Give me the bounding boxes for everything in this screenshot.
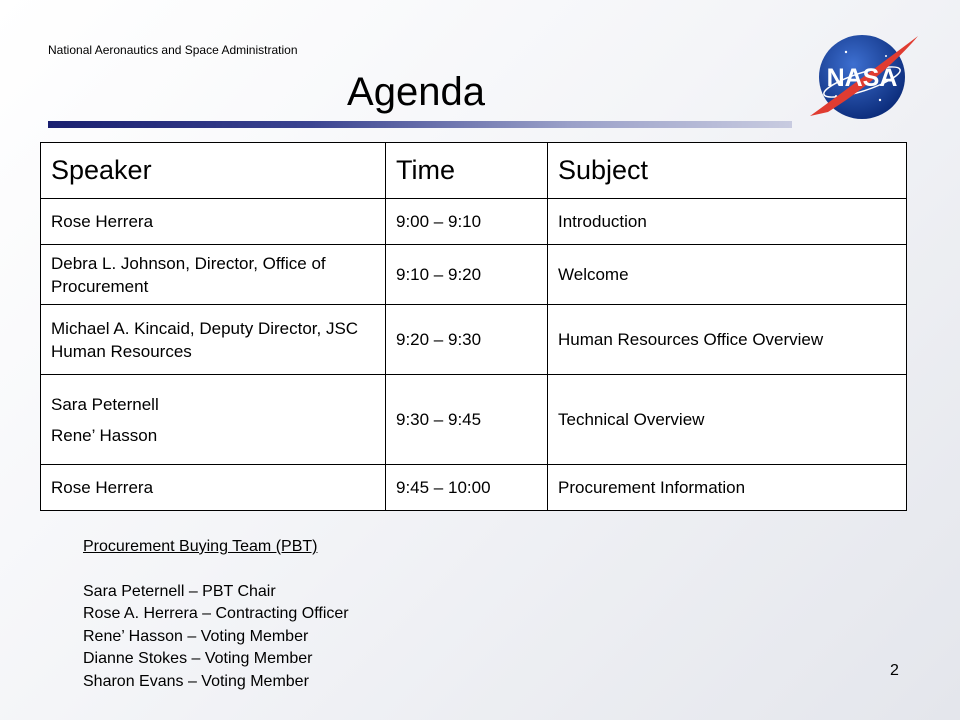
table-row [41,245,907,305]
subject-cell: Procurement Information [548,465,907,511]
page-title: Agenda [347,70,485,114]
table-row [41,199,907,245]
team-member: Rose A. Herrera – Contracting Officer [83,605,349,622]
speaker-cell: Debra L. Johnson, Director, Office of Procurement [41,245,386,305]
speaker-cell [41,375,386,465]
speaker-cell: Michael A. Kincaid, Deputy Director, JSC Human Resources [41,305,386,375]
table-header-row [41,143,907,199]
organization-name: National Aeronautics and Space Administration [48,43,298,57]
subject-cell: Human Resources Office Overview [548,305,907,375]
team-member: Dianne Stokes – Voting Member [83,650,313,667]
subject-cell: Technical Overview [548,375,907,465]
time-cell: 9:20 – 9:30 [386,305,548,375]
page-number: 2 [890,662,899,679]
nasa-logo-icon [806,30,922,126]
subject-cell: Welcome [548,245,907,305]
table-row [41,465,907,511]
speaker-name: Sara Peternell [51,394,159,414]
speaker-cell: Rose Herrera [41,199,386,245]
table-row [41,305,907,375]
buying-team-block [83,536,349,693]
agenda-table [40,142,907,511]
team-member: Sara Peternell – PBT Chair [83,582,276,600]
team-member: Rene’ Hasson – Voting Member [83,627,309,645]
speaker-name: Rene’ Hasson [51,425,158,445]
time-cell: 9:00 – 9:10 [386,199,548,245]
time-cell: 9:30 – 9:45 [386,375,548,465]
subject-cell: Introduction [548,199,907,245]
time-cell: 9:45 – 10:00 [386,465,548,511]
title-divider [48,121,792,128]
speaker-cell: Rose Herrera [41,465,386,511]
table-row [41,375,907,465]
time-cell: 9:10 – 9:20 [386,245,548,305]
column-header-time: Time [386,143,548,199]
buying-team-heading: Procurement Buying Team (PBT) [83,538,318,555]
svg-text:NASA: NASA [826,64,898,92]
column-header-speaker: Speaker [41,143,386,199]
team-member: Sharon Evans – Voting Member [83,672,309,690]
column-header-subject: Subject [548,143,907,199]
